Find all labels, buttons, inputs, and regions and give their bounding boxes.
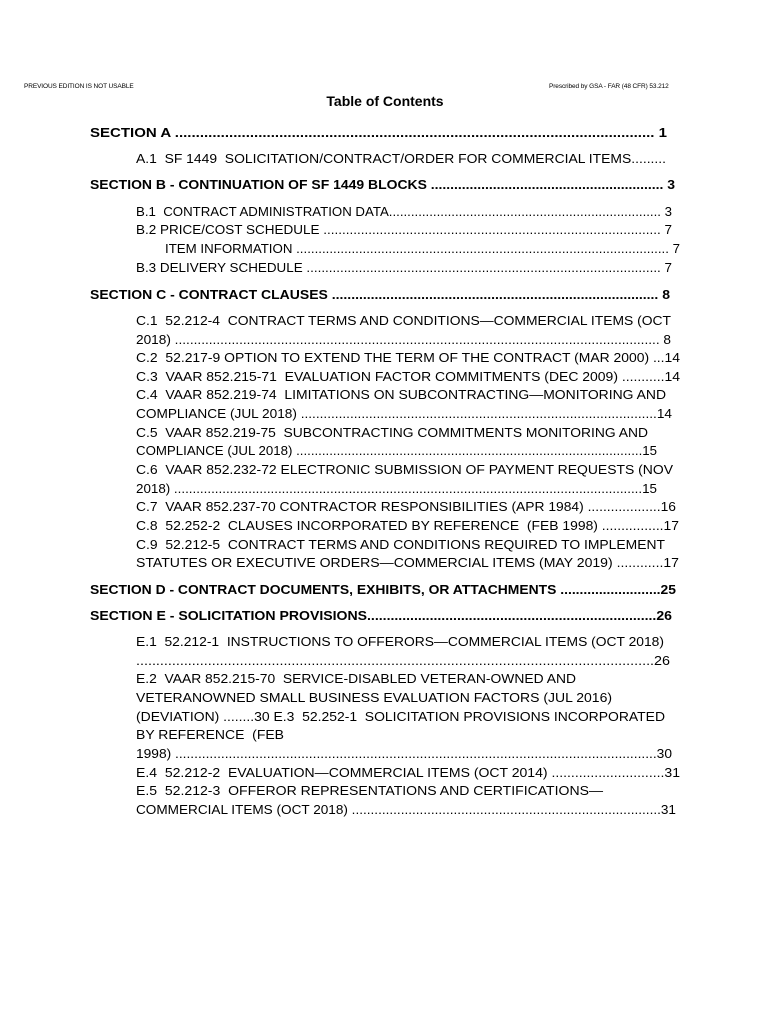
toc-entry: C.5 VAAR 852.219-75 SUBCONTRACTING COMMITMENTS MONITORING AND [136,425,648,440]
toc-entry: E.4 52.212-2 EVALUATION—COMMERCIAL ITEMS (OCT 2014) .............................31 [136,765,680,780]
header-prescribed-by: Prescribed by GSA - FAR (48 CFR) 53.212 [549,83,669,90]
toc-entry: B.2 PRICE/COST SCHEDULE .......................................................................................... 7 [136,222,672,237]
toc-entry: B.3 DELIVERY SCHEDULE ............................................................................................... 7 [136,260,672,275]
toc-entry: B.1 CONTRACT ADMINISTRATION DATA.......................................................................... 3 [136,204,672,219]
toc-entry: C.2 52.217-9 OPTION TO EXTEND THE TERM OF THE CONTRACT (MAR 2000) ...14 [136,350,680,365]
toc-entry: COMPLIANCE (JUL 2018) ..............................................................................................15 [136,443,657,458]
toc-entry: C.8 52.252-2 CLAUSES INCORPORATED BY REFERENCE (FEB 1998) ................17 [136,518,679,533]
section-d-entry: SECTION D - CONTRACT DOCUMENTS, EXHIBITS, OR ATTACHMENTS ..........................25 [90,582,676,597]
toc-entry: C.7 VAAR 852.237-70 CONTRACTOR RESPONSIBILITIES (APR 1984) ...................16 [136,499,676,514]
toc-entry: E.5 52.212-3 OFFEROR REPRESENTATIONS AND CERTIFICATIONS— [136,783,603,798]
page-title: Table of Contents [326,93,444,109]
toc-entry: COMPLIANCE (JUL 2018) ..............................................................................................14 [136,406,672,421]
toc-entry: C.9 52.212-5 CONTRACT TERMS AND CONDITIONS REQUIRED TO IMPLEMENT [136,537,665,552]
toc-entry: C.3 VAAR 852.215-71 EVALUATION FACTOR COMMITMENTS (DEC 2009) ...........14 [136,369,680,384]
toc-entry: E.1 52.212-1 INSTRUCTIONS TO OFFERORS—COMMERCIAL ITEMS (OCT 2018) [136,634,664,649]
section-c-entry: SECTION C - CONTRACT CLAUSES .................................................................................... 8 [90,287,670,302]
toc-entry: STATUTES OR EXECUTIVE ORDERS—COMMERCIAL ITEMS (MAY 2019) ............17 [136,555,679,570]
toc-entry: E.2 VAAR 852.215-70 SERVICE-DISABLED VETERAN-OWNED AND [136,671,576,686]
toc-entry: VETERANOWNED SMALL BUSINESS EVALUATION FACTORS (JUL 2016) [136,690,612,705]
toc-entry: A.1 SF 1449 SOLICITATION/CONTRACT/ORDER FOR COMMERCIAL ITEMS......... [136,151,666,166]
toc-entry: BY REFERENCE (FEB [136,727,284,742]
section-b-entry: SECTION B - CONTINUATION OF SF 1449 BLOCKS ............................................................ 3 [90,177,675,192]
header-edition-note: PREVIOUS EDITION IS NOT USABLE [24,83,134,90]
toc-entry: 1998) ..............................................................................................................................30 [136,746,672,761]
toc-entry: C.6 VAAR 852.232-72 ELECTRONIC SUBMISSION OF PAYMENT REQUESTS (NOV [136,462,673,477]
toc-entry: C.4 VAAR 852.219-74 LIMITATIONS ON SUBCONTRACTING—MONITORING AND [136,387,666,402]
toc-entry: 2018) ..............................................................................................................................15 [136,481,657,496]
toc-entry: C.1 52.212-4 CONTRACT TERMS AND CONDITIONS—COMMERCIAL ITEMS (OCT [136,313,671,328]
toc-entry: ..................................................................................................................................26 [136,653,670,668]
section-e-entry: SECTION E - SOLICITATION PROVISIONS..........................................................................26 [90,608,672,623]
toc-entry: COMMERCIAL ITEMS (OCT 2018) ..................................................................................31 [136,802,676,817]
toc-entry: ITEM INFORMATION ..................................................................................................... 7 [165,241,680,256]
toc-entry: 2018) ................................................................................................................................ 8 [136,332,671,347]
section-a-entry: SECTION A ................................................................................................................... 1 [90,125,667,140]
toc-entry: (DEVIATION) ........30 E.3 52.252-1 SOLICITATION PROVISIONS INCORPORATED [136,709,665,724]
